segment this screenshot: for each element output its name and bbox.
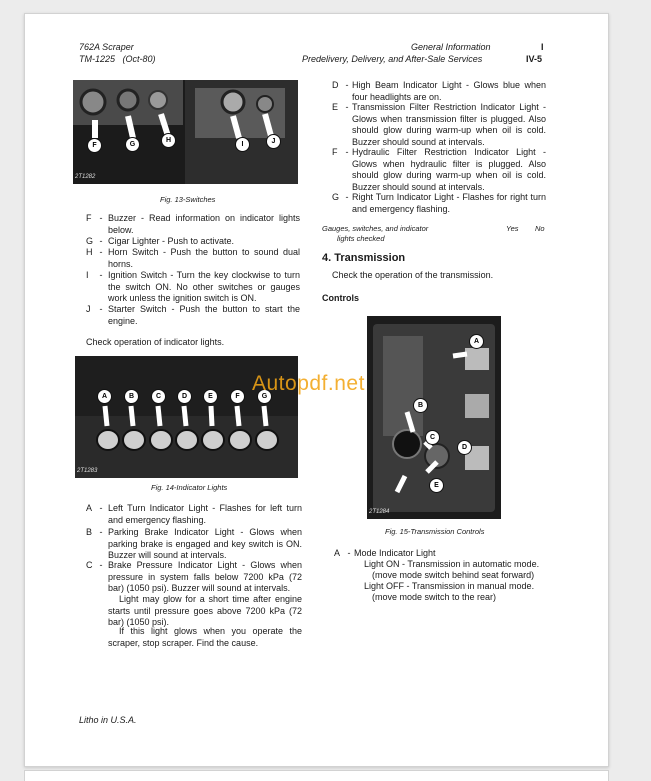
fig15-callout: E — [429, 478, 444, 493]
controls-heading: Controls — [322, 293, 359, 303]
fig15-callout: D — [457, 440, 472, 455]
fig15-transmission-photo — [367, 316, 501, 519]
header-manual-id: TM-1225 (Oct-80) — [79, 54, 156, 64]
header-model: 762A Scraper — [79, 42, 134, 52]
fig13-callout: F — [87, 138, 102, 153]
fig15-callout: B — [413, 398, 428, 413]
fig14-callout: B — [124, 389, 139, 404]
transmission-intro: Check the operation of the transmission. — [332, 270, 494, 280]
fig13-callout: I — [235, 137, 250, 152]
header-page-number: IV-5 — [526, 54, 543, 64]
check-table-label-cont: lights checked — [337, 234, 385, 243]
fig14-callout: F — [230, 389, 245, 404]
fig14-photo-code: 2T1283 — [77, 468, 98, 474]
fig14-callout: D — [177, 389, 192, 404]
mode-light-on-hint: (move mode switch behind seat forward) — [372, 570, 535, 580]
fig15-photo-code: 2T1284 — [369, 509, 390, 515]
mode-light-on: Light ON - Transmission in automatic mode. — [364, 559, 540, 569]
check-indicator-text: Check operation of indicator lights. — [86, 337, 225, 347]
fig15-callout: C — [425, 430, 440, 445]
check-no-column: No — [535, 224, 545, 233]
mode-light-off: Light OFF - Transmission in manual mode. — [364, 581, 535, 591]
indicator-note: Light may glow for a short time after engine starts until pressure goes above 7200 kPa (72 bar) (1050 psi). — [108, 594, 302, 628]
header-section: General Information — [411, 42, 491, 52]
fig13-callout: G — [125, 137, 140, 152]
fig13-switches-photo — [73, 80, 298, 184]
fig13-callout: J — [266, 134, 281, 149]
fig15-callout: A — [469, 334, 484, 349]
header-subsection: Predelivery, Delivery, and After-Sale Services — [302, 54, 483, 64]
header-section-number: I — [541, 42, 544, 52]
next-page-edge — [24, 770, 609, 781]
transmission-heading: 4. Transmission — [322, 252, 406, 264]
indicator-warning: If this light glows when you operate the scraper, stop scraper. Find the cause. — [108, 626, 302, 648]
check-table-label: Gauges, switches, and indicator — [322, 224, 429, 233]
fig13-caption: Fig. 13-Switches — [160, 195, 216, 204]
fig14-callout: G — [257, 389, 272, 404]
fig14-callout: E — [203, 389, 218, 404]
check-yes-column: Yes — [506, 224, 519, 233]
footer-litho: Litho in U.S.A. — [79, 715, 137, 725]
fig14-caption: Fig. 14-Indicator Lights — [151, 483, 228, 492]
watermark: Autopdf.net — [252, 372, 365, 395]
fig15-caption: Fig. 15-Transmission Controls — [385, 527, 485, 536]
switch-panel-drawing — [73, 80, 298, 184]
fig13-callout: H — [161, 133, 176, 148]
fig13-photo-code: 2T1282 — [75, 174, 96, 180]
fig14-callout: A — [97, 389, 112, 404]
mode-light-off-hint: (move mode switch to the rear) — [372, 592, 497, 602]
fig14-callout: C — [151, 389, 166, 404]
